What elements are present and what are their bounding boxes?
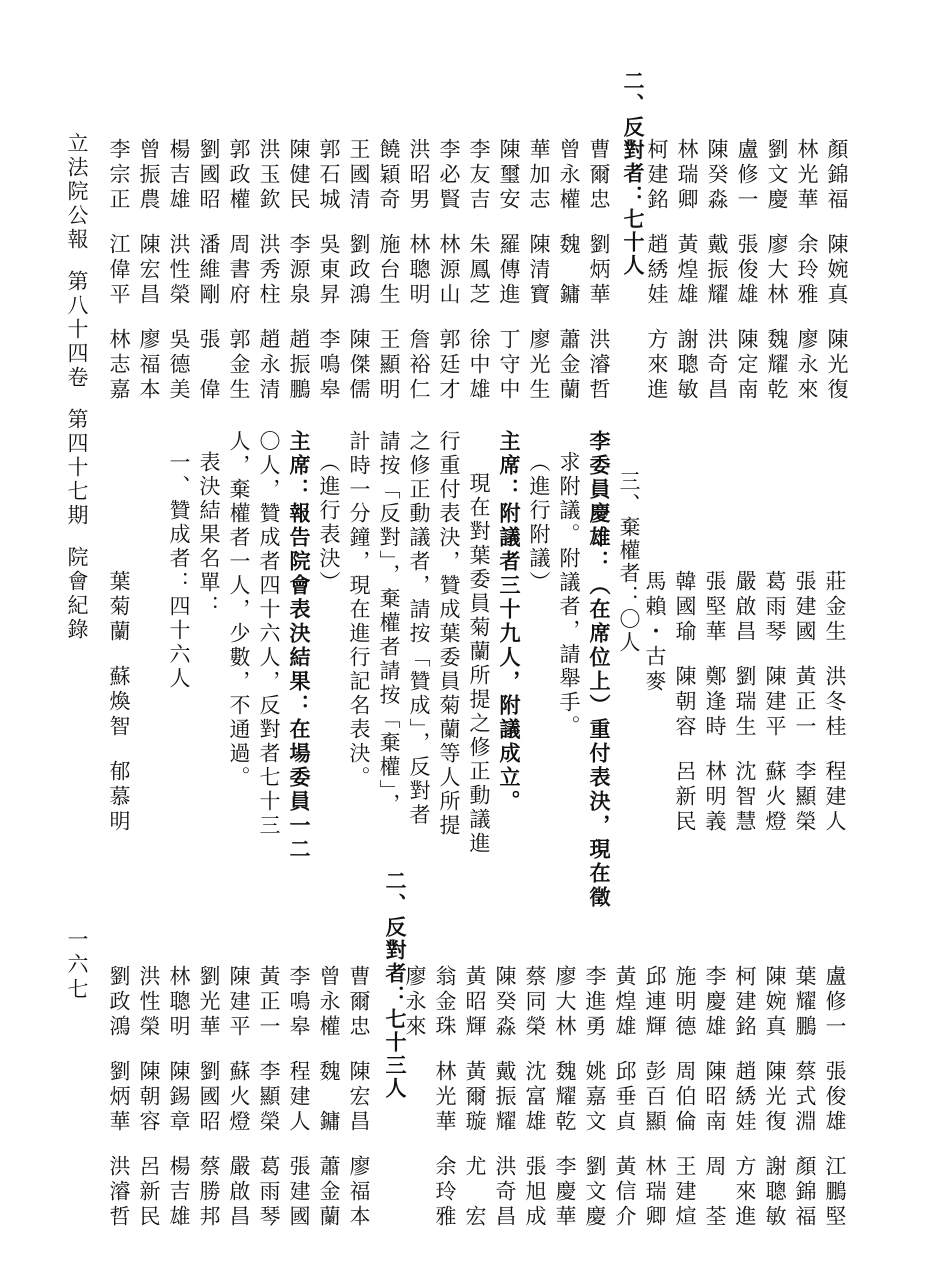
name: 邱連輝 (643, 965, 667, 1040)
name: 柯建銘 (645, 138, 669, 213)
name-column (550, 965, 580, 1250)
name-column (702, 138, 732, 423)
text-line: 之修正動議者，請按「贊成」，反對者 (407, 430, 431, 828)
name: 廖大林 (765, 233, 789, 308)
name-column (520, 965, 550, 1250)
text-line: 計時一分鐘，現在進行記名表決。 (347, 430, 371, 790)
name: 李宗正 (107, 138, 131, 213)
name: 黃煌雄 (613, 965, 637, 1040)
name: 江偉平 (107, 233, 131, 308)
name-column (640, 965, 670, 1250)
speaker-line: 李委員慶雄：（在席位上）重付表決，現在徵 (587, 430, 612, 910)
name: 朱鳳芝 (467, 233, 491, 308)
name: 張俊雄 (823, 1060, 847, 1135)
name-column (730, 965, 760, 1250)
name-column (730, 570, 760, 855)
name: 趙振鵬 (287, 328, 311, 403)
name: 羅傳進 (497, 233, 521, 308)
text-line: 表決結果名單： (197, 451, 221, 619)
name: 趙永清 (257, 328, 281, 403)
name: 李顯榮 (257, 1060, 281, 1135)
name: 洪昭男 (407, 138, 431, 213)
name: 余玲雅 (795, 233, 819, 308)
name-column (642, 138, 672, 423)
name: 洪秀柱 (257, 233, 281, 308)
name: 謝聰敏 (763, 1155, 787, 1230)
name: 洪奇昌 (705, 328, 729, 403)
name-column (732, 138, 762, 423)
name: 韓國瑜 (673, 570, 697, 645)
name-column (374, 138, 404, 423)
name: 劉炳華 (107, 1060, 131, 1135)
name: 翁金珠 (433, 965, 457, 1040)
name: 顏錦福 (825, 138, 849, 213)
name-column (134, 965, 164, 1250)
name: 陳朝容 (137, 1060, 161, 1135)
name: 王顯明 (377, 328, 401, 403)
name: 詹裕仁 (407, 328, 431, 403)
name: 黃爾璇 (463, 1060, 487, 1135)
name: 黃信介 (613, 1155, 637, 1230)
section-label: 院會紀錄 (65, 546, 89, 642)
name: 魏 鏞 (317, 1060, 341, 1135)
name: 黃煌雄 (675, 233, 699, 308)
name: 邱垂貞 (613, 1060, 637, 1135)
name: 葛雨琴 (257, 1155, 281, 1230)
name: 彭百顯 (643, 1060, 667, 1135)
name-column (820, 570, 850, 855)
name: 郭廷才 (437, 328, 461, 403)
name: 郭石城 (317, 138, 341, 213)
name: 蘇火燈 (227, 1060, 251, 1135)
name: 葛雨琴 (763, 570, 787, 645)
name: 李必賢 (437, 138, 461, 213)
name: 呂新民 (137, 1155, 161, 1230)
name: 郭金生 (227, 328, 251, 403)
name-column (700, 965, 730, 1250)
name-column (584, 138, 614, 423)
name: 陳光復 (825, 328, 849, 403)
text-line: 現在對葉委員菊蘭所提之修正動議進 (467, 472, 491, 856)
name: 林瑞卿 (675, 138, 699, 213)
name: 方來進 (733, 1155, 757, 1230)
name: 劉政鴻 (107, 965, 131, 1040)
name-column (460, 965, 490, 1250)
name: 劉國昭 (197, 138, 221, 213)
name: 周書府 (227, 233, 251, 308)
name: 洪冬桂 (823, 665, 847, 740)
name: 莊金生 (823, 570, 847, 645)
name-column (104, 570, 134, 855)
name: 沈富雄 (523, 1060, 547, 1135)
name: 華加志 (527, 138, 551, 213)
name-column (104, 138, 134, 423)
name-column (762, 138, 792, 423)
name-column (670, 570, 700, 855)
name: 郁慕明 (107, 760, 131, 835)
text-line: 人，棄權者一人，少數，不通過。 (227, 430, 251, 790)
name: 廖福本 (347, 1155, 371, 1230)
name-column (434, 138, 464, 423)
approvers-continued (640, 570, 850, 855)
text-line: 行重付表決，贊成葉委員菊蘭等人所提 (437, 430, 461, 838)
name: 李進勇 (583, 965, 607, 1040)
name: 嚴啟昌 (733, 570, 757, 645)
name: 陳定南 (735, 328, 759, 403)
name: 魏耀乾 (765, 328, 789, 403)
name: 洪濬哲 (587, 328, 611, 403)
name: 施台生 (377, 233, 401, 308)
name: 方來進 (645, 328, 669, 403)
name: 陳璽安 (497, 138, 521, 213)
speaker-line: 主席：報告院會表決結果：在場委員一二 (287, 430, 312, 862)
name-column (700, 570, 730, 855)
name-column (194, 138, 224, 423)
name: 洪玉欽 (257, 138, 281, 213)
name: 戴振耀 (705, 233, 729, 308)
name: 蔡同榮 (523, 965, 547, 1040)
name: 陳宏昌 (137, 233, 161, 308)
name-column (610, 965, 640, 1250)
name: 徐中雄 (467, 328, 491, 403)
name: 蘇火燈 (763, 760, 787, 835)
name: 林志嘉 (107, 328, 131, 403)
name: 洪奇昌 (493, 1155, 517, 1230)
name: 陳婉真 (825, 233, 849, 308)
name: 馬賴・古麥 (643, 570, 667, 695)
name: 張堅華 (703, 570, 727, 645)
text-line: 求附議。附議者，請舉手。 (557, 451, 581, 739)
text-line: 一、贊成者：四十六人 (167, 451, 191, 691)
name: 劉政鴻 (347, 233, 371, 308)
name: 黃正一 (257, 965, 281, 1040)
name: 蕭金蘭 (557, 328, 581, 403)
name-column (224, 965, 254, 1250)
name-column (254, 965, 284, 1250)
name: 陳建平 (227, 965, 251, 1040)
name: 曾永權 (557, 138, 581, 213)
name: 黃昭輝 (463, 965, 487, 1040)
name-column (554, 138, 584, 423)
name: 陳朝容 (673, 665, 697, 740)
opposers-list-continued (104, 138, 614, 423)
name: 盧修一 (735, 138, 759, 213)
issue-label: 第四十七期 (65, 408, 89, 528)
name: 林光華 (795, 138, 819, 213)
name: 廖大林 (553, 965, 577, 1040)
name: 顏錦福 (793, 1155, 817, 1230)
name: 王國清 (347, 138, 371, 213)
name: 張俊雄 (735, 233, 759, 308)
name-column (254, 138, 284, 423)
name-column (284, 965, 314, 1250)
name-column (760, 965, 790, 1250)
name: 劉光華 (197, 965, 221, 1040)
speaker-line: 主席：附議者三十九人，附議成立。 (497, 430, 522, 814)
name-column (314, 965, 344, 1250)
name: 李顯榮 (793, 760, 817, 835)
text-line: 請按「反對」，棄權者請按「棄權」， (377, 430, 401, 817)
name: 廖永來 (795, 328, 819, 403)
name-column (344, 965, 374, 1250)
name: 魏耀乾 (553, 1060, 577, 1135)
name: 劉文慶 (765, 138, 789, 213)
name: 施明德 (673, 965, 697, 1040)
page-number: 一六七 (65, 928, 89, 1003)
opposers-heading-bottom: 二、反對者：七十三人 (383, 870, 408, 1100)
name: 黃正一 (793, 665, 817, 740)
name-column (640, 570, 670, 855)
name: 陳癸淼 (493, 965, 517, 1040)
name: 程建人 (823, 760, 847, 835)
text-line: （進行表決） (317, 451, 341, 595)
name: 丁守中 (497, 328, 521, 403)
name-column (670, 965, 700, 1250)
name-column (430, 965, 460, 1250)
name: 楊吉雄 (167, 1155, 191, 1230)
volume-label: 第八十四卷 (65, 270, 89, 390)
name: 李慶雄 (703, 965, 727, 1040)
name: 廖永來 (403, 965, 427, 1040)
name-column (822, 138, 852, 423)
name-column (314, 138, 344, 423)
name: 鄭逢時 (703, 665, 727, 740)
name-column (760, 570, 790, 855)
text-line: 〇人，贊成者四十六人，反對者七十三 (257, 430, 281, 838)
name: 余玲雅 (433, 1155, 457, 1230)
name: 張建國 (287, 1155, 311, 1230)
name-column (490, 965, 520, 1250)
name: 潘維剛 (197, 233, 221, 308)
name: 饒穎奇 (377, 138, 401, 213)
running-header (62, 132, 92, 642)
name-column (672, 138, 702, 423)
name: 劉國昭 (197, 1060, 221, 1135)
name-column (820, 965, 850, 1250)
name: 楊吉雄 (167, 138, 191, 213)
name: 嚴啟昌 (227, 1155, 251, 1230)
name: 陳傑儒 (347, 328, 371, 403)
name: 柯建銘 (733, 965, 757, 1040)
name: 陳婉真 (763, 965, 787, 1040)
name: 曹爾忠 (587, 138, 611, 213)
name: 葉菊蘭 (107, 570, 131, 645)
opposers-list-bottom (104, 965, 374, 1250)
name: 曾振農 (137, 138, 161, 213)
name: 洪性榮 (137, 965, 161, 1040)
name-column (194, 965, 224, 1250)
name-column (134, 138, 164, 423)
name: 張 偉 (197, 328, 221, 403)
name: 戴振耀 (493, 1060, 517, 1135)
name-column (164, 965, 194, 1250)
name: 李友吉 (467, 138, 491, 213)
text-line: （進行附議） (527, 451, 551, 595)
name: 林瑞卿 (643, 1155, 667, 1230)
name-column (790, 570, 820, 855)
name: 陳昭南 (703, 1060, 727, 1135)
name-column (792, 138, 822, 423)
name: 劉炳華 (587, 233, 611, 308)
name-column (524, 138, 554, 423)
name: 洪濬哲 (107, 1155, 131, 1230)
name: 趙綉娃 (733, 1060, 757, 1135)
name: 蘇煥智 (107, 665, 131, 740)
publication-name: 立法院公報 (65, 132, 89, 252)
name-column (224, 138, 254, 423)
name: 陳建平 (763, 665, 787, 740)
name: 周伯倫 (673, 1060, 697, 1135)
name: 陳光復 (763, 1060, 787, 1135)
name: 李源泉 (287, 233, 311, 308)
name: 姚嘉文 (583, 1060, 607, 1135)
approvers-list-bottom (400, 965, 850, 1250)
name-column (790, 965, 820, 1250)
name: 李鳴皋 (317, 328, 341, 403)
name: 蔡勝邦 (197, 1155, 221, 1230)
name: 吳東昇 (317, 233, 341, 308)
name: 蕭金蘭 (317, 1155, 341, 1230)
name-column (164, 138, 194, 423)
name-column (494, 138, 524, 423)
name: 陳清寶 (527, 233, 551, 308)
name: 林聰明 (167, 965, 191, 1040)
name: 蔡式淵 (793, 1060, 817, 1135)
name: 陳宏昌 (347, 1060, 371, 1135)
name-column (580, 965, 610, 1250)
name-column (284, 138, 314, 423)
name: 吳德美 (167, 328, 191, 403)
name: 劉文慶 (583, 1155, 607, 1230)
name: 尤 宏 (463, 1155, 487, 1230)
name: 廖光生 (527, 328, 551, 403)
abstain-heading: 三、棄權者：〇人 (617, 470, 641, 654)
name: 林光華 (433, 1060, 457, 1135)
name: 程建人 (287, 1060, 311, 1135)
name: 陳錫章 (167, 1060, 191, 1135)
name-column (104, 965, 134, 1250)
name: 林源山 (437, 233, 461, 308)
name: 呂新民 (673, 760, 697, 835)
name: 謝聰敏 (675, 328, 699, 403)
name: 張建國 (793, 570, 817, 645)
name: 林明義 (703, 760, 727, 835)
name: 江鵬堅 (823, 1155, 847, 1230)
name: 劉瑞生 (733, 665, 757, 740)
name: 張旭成 (523, 1155, 547, 1230)
opposers-list (642, 138, 852, 423)
name-column (464, 138, 494, 423)
name: 曹爾忠 (347, 965, 371, 1040)
name: 沈智慧 (733, 760, 757, 835)
name: 林聰明 (407, 233, 431, 308)
approvers-start (104, 570, 134, 855)
name: 曾永權 (317, 965, 341, 1040)
name: 周 荃 (703, 1155, 727, 1230)
proceedings-text (164, 430, 614, 910)
name-column (404, 138, 434, 423)
name-column (344, 138, 374, 423)
name: 王建煊 (673, 1155, 697, 1230)
name: 葉耀鵬 (793, 965, 817, 1040)
name: 廖福本 (137, 328, 161, 403)
name: 陳癸淼 (705, 138, 729, 213)
name: 盧修一 (823, 965, 847, 1040)
opposers-heading: 二、反對者：七十人 (621, 70, 646, 277)
name: 魏 鏞 (557, 233, 581, 308)
name: 李慶華 (553, 1155, 577, 1230)
name: 洪性榮 (167, 233, 191, 308)
name: 李鳴皋 (287, 965, 311, 1040)
name: 郭政權 (227, 138, 251, 213)
name: 陳健民 (287, 138, 311, 213)
name: 趙綉娃 (645, 233, 669, 308)
